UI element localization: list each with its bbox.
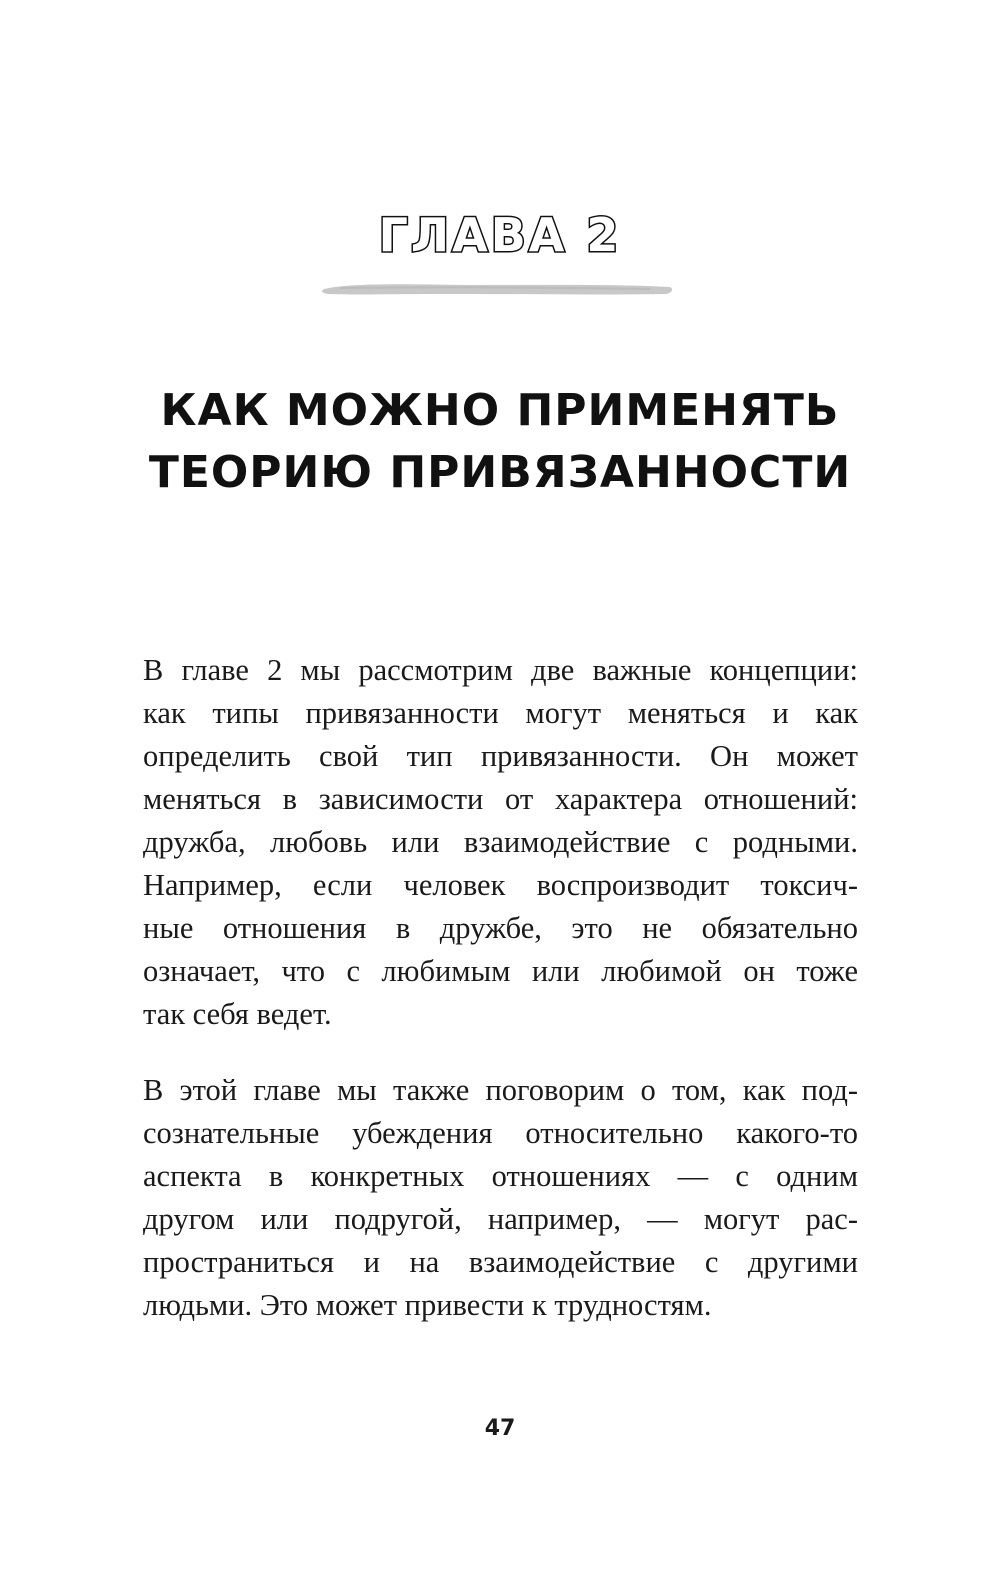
paragraph-1	[143, 649, 858, 1036]
text-line: дружба, любовь или взаимодействие с родными.	[143, 825, 858, 859]
chapter-label: ГЛАВА 2	[378, 208, 622, 262]
text-line: В главе 2 мы рассмотрим две важные концепции:	[143, 653, 858, 687]
chapter-title	[0, 380, 1000, 504]
text-line: так себя ведет.	[143, 997, 332, 1031]
page-number: 47	[484, 1416, 516, 1441]
text-line: ные отношения в дружбе, это не обязательно	[143, 911, 858, 945]
text-line: аспекта в конкретных отношениях — с одним	[143, 1159, 858, 1193]
text-line: людьми. Это может привести к трудностям.	[143, 1288, 712, 1322]
text-line: Например, если человек воспроизводит токсич-	[143, 868, 858, 902]
text-line: означает, что с любимым или любимой он тоже	[143, 954, 858, 988]
paragraph-2	[143, 1069, 858, 1327]
text-line: меняться в зависимости от характера отношений:	[143, 782, 858, 816]
text-line: пространиться и на взаимодействие с другими	[143, 1245, 858, 1279]
text-line: В этой главе мы также поговорим о том, как под-	[143, 1073, 858, 1107]
text-line: как типы привязанности могут меняться и как	[143, 696, 858, 730]
text-line: сознательные убеждения относительно какого-то	[143, 1116, 858, 1150]
brush-stroke-divider	[320, 280, 675, 298]
text-line: другом или подругой, например, — могут рас-	[143, 1202, 858, 1236]
chapter-title-line: КАК МОЖНО ПРИМЕНЯТЬ	[160, 385, 840, 436]
text-line: определить свой тип привязанности. Он может	[143, 739, 858, 773]
chapter-title-line: ТЕОРИЮ ПРИВЯЗАННОСТИ	[148, 447, 852, 498]
